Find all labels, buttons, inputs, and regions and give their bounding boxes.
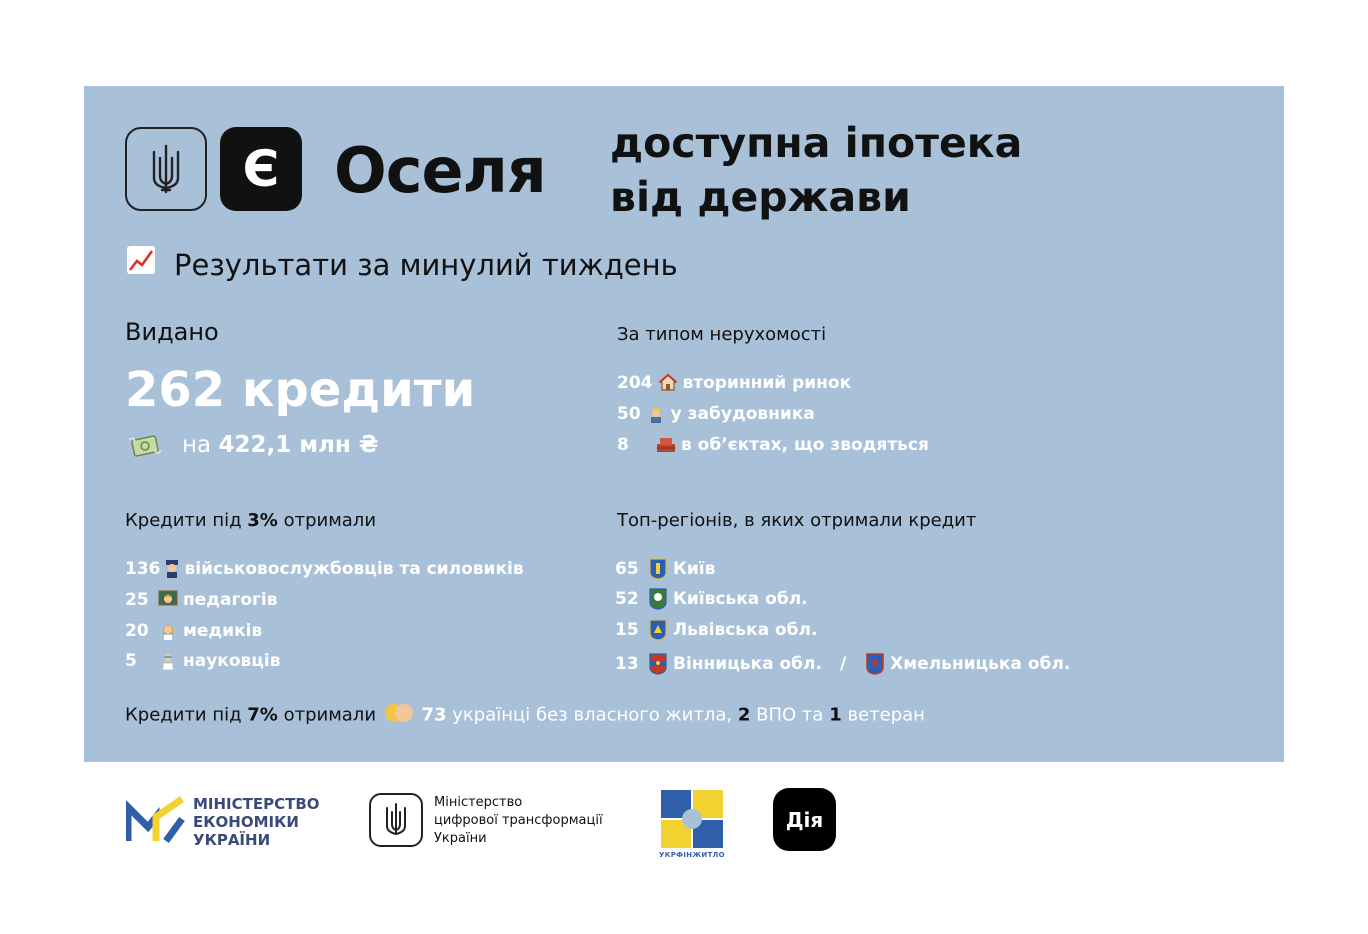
issued-label: Видано	[125, 318, 219, 346]
seven-percent-t2: ВПО та	[756, 704, 824, 726]
top-regions-list	[615, 558, 1215, 682]
list-item	[125, 650, 280, 672]
oselia-e-glyph: Є	[242, 140, 280, 198]
list-item	[125, 620, 262, 642]
item-text: в об’єктах, що зводяться	[681, 435, 929, 455]
three-percent-label	[125, 510, 376, 531]
three-percent-suffix: отримали	[283, 510, 377, 531]
item-number: 65	[615, 559, 639, 579]
meu-line1: МІНІСТЕРСТВО	[193, 795, 320, 813]
scientist-icon	[157, 650, 179, 672]
list-item	[125, 589, 278, 611]
list-item	[617, 372, 851, 394]
item-text: військовослужбовців та силовиків	[184, 559, 524, 579]
house-icon	[657, 372, 679, 394]
seven-percent-line	[125, 701, 925, 730]
item-text: педагогів	[183, 590, 278, 610]
item-number: 50	[617, 404, 641, 424]
item-text-secondary: Хмельницька обл.	[890, 654, 1071, 674]
item-number: 25	[125, 590, 149, 610]
vinnytsia-oblast-coat-of-arms-icon	[647, 653, 669, 675]
meu-line3: УКРАЇНИ	[193, 831, 271, 849]
seven-percent-prefix: Кредити під	[125, 704, 242, 726]
seven-percent-suffix: отримали	[283, 704, 377, 726]
three-percent-rate: 3%	[247, 510, 278, 531]
kyiv-coat-of-arms-icon	[647, 558, 669, 580]
list-item	[615, 558, 715, 580]
item-number: 5	[125, 651, 137, 671]
tagline	[610, 116, 1022, 224]
item-number: 204	[617, 373, 653, 393]
region-separator: /	[839, 654, 847, 674]
seven-percent-t3: ветеран	[847, 704, 925, 726]
meu-line2: ЕКОНОМІКИ	[193, 813, 299, 831]
three-percent-prefix: Кредити під	[125, 510, 242, 531]
seven-percent-n2: 2	[737, 704, 751, 726]
amount-line	[182, 432, 379, 458]
seven-percent-rate: 7%	[247, 704, 278, 726]
kyiv-oblast-coat-of-arms-icon	[647, 588, 669, 610]
seven-percent-n3: 1	[829, 704, 842, 726]
oselia-e-logo-icon	[220, 127, 302, 211]
tagline-line2: від держави	[610, 173, 911, 221]
bricks-icon	[655, 434, 677, 456]
list-item	[617, 403, 815, 425]
list-item	[615, 588, 808, 610]
item-number: 15	[615, 620, 639, 640]
mdt-line1: Міністерство	[434, 795, 523, 810]
item-text: Київ	[673, 559, 716, 579]
item-text: Вінницька обл.	[673, 654, 822, 674]
teacher-icon	[157, 589, 179, 611]
item-number: 52	[615, 589, 639, 609]
item-number: 8	[617, 435, 629, 455]
item-number: 136	[125, 559, 161, 579]
list-item	[615, 619, 817, 641]
amount-prefix: на	[182, 432, 212, 458]
property-type-label: За типом нерухомості	[617, 324, 827, 345]
ukrfinzhytlo-text: УКРФІНЖИТЛО	[659, 851, 725, 859]
diia-text: Дія	[785, 807, 824, 832]
tryzub-small-icon	[369, 793, 423, 847]
police-officer-icon	[161, 558, 183, 580]
brand-title: Оселя	[334, 134, 546, 207]
seven-percent-n1: 73	[421, 704, 447, 726]
tagline-line1: доступна іпотека	[610, 119, 1023, 167]
diia-logo-icon	[773, 788, 836, 851]
results-title: Результати за минулий тиждень	[174, 248, 678, 282]
list-item	[617, 434, 929, 456]
health-worker-icon	[157, 620, 179, 642]
top-regions-label: Топ-регіонів, в яких отримали кредит	[617, 510, 977, 531]
builder-icon	[645, 403, 667, 425]
item-text: вторинний ринок	[682, 373, 852, 393]
khmelnytskyi-oblast-coat-of-arms-icon	[864, 653, 886, 675]
chart-increasing-icon	[127, 246, 155, 274]
item-text: Київська обл.	[673, 589, 808, 609]
item-text: науковців	[183, 651, 281, 671]
item-number: 13	[615, 654, 639, 674]
item-number: 20	[125, 621, 149, 641]
list-item	[615, 653, 1070, 675]
mdt-line3: України	[434, 831, 487, 846]
ministry-digital-text	[434, 794, 603, 848]
mdt-line2: цифрової трансформації	[434, 813, 603, 828]
loans-count: 262 кредити	[125, 362, 476, 418]
seven-percent-t1: українці без власного житла,	[452, 704, 733, 726]
list-item	[125, 558, 524, 580]
item-text: у забудовника	[670, 404, 815, 424]
tryzub-logo-icon	[125, 127, 207, 211]
ministry-economy-text	[193, 795, 320, 849]
couple-icon	[382, 701, 416, 730]
amount-value: 422,1 млн ₴	[218, 432, 379, 458]
money-with-wings-icon	[127, 430, 163, 469]
lviv-oblast-coat-of-arms-icon	[647, 619, 669, 641]
ukrfinzhytlo-logo-icon	[659, 788, 725, 850]
item-text: медиків	[183, 621, 263, 641]
item-text: Львівська обл.	[673, 620, 818, 640]
three-percent-list	[125, 558, 585, 678]
property-type-list	[617, 372, 1217, 472]
